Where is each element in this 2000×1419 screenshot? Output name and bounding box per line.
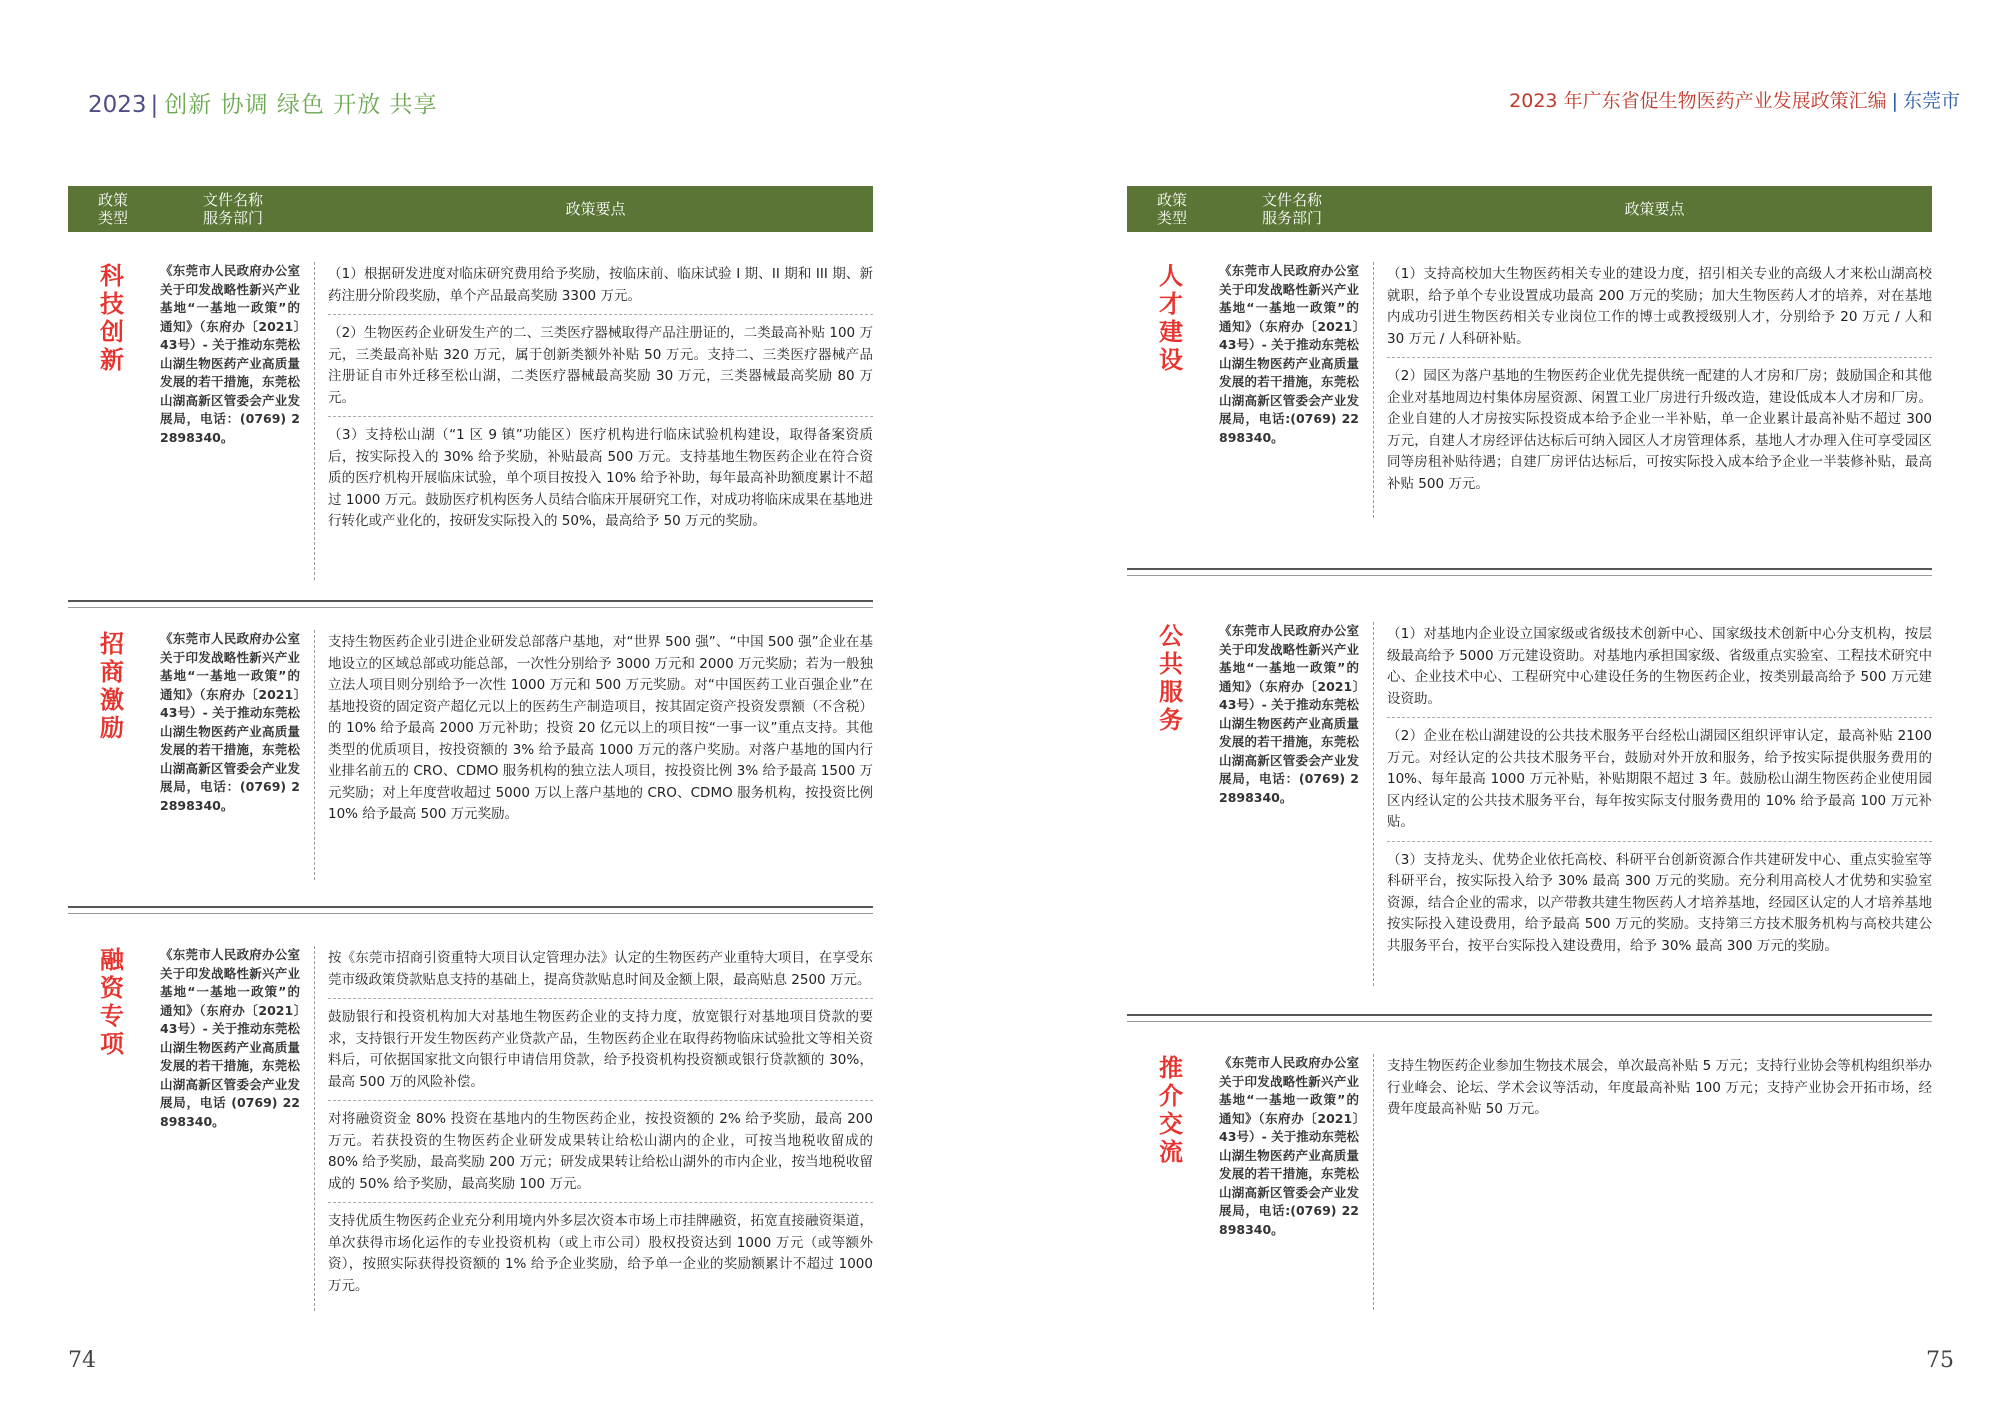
page-number: 75 [1926, 1348, 1954, 1373]
policy-point: （2）生物医药企业研发生产的二、三类医疗器械取得产品注册证的，二类最高补贴 100 万元，三类最高补贴 320 万元，属于创新类额外补贴 50 万元。支持二、三类医疗器械产品注册证自市外迁移至松山湖，二类医疗器械最高奖励 30 万元，三类器械最高奖励 80 万元。 [328, 321, 873, 417]
section-tech-innovation [68, 262, 873, 580]
page-number: 74 [68, 1348, 96, 1373]
policy-point: 支持优质生物医药企业充分利用境内外多层次资本市场上市挂牌融资，拓宽直接融资渠道，单次获得市场化运作的专业投资机构（或上市公司）股权投资达到 1000 万元（或等额外资），按照实际获得投资额的 1% 给予企业奖励，给予单一企业的奖励额累计不超过 1000 万元。 [328, 1213, 873, 1294]
section-separator [68, 906, 873, 914]
policy-point: （3）支持松山湖（“1 区 9 镇”功能区）医疗机构进行临床试验机构建设，取得备案资质后，按实际投入的 30% 给予奖励，补贴最高 500 万元。支持基地生物医药企业在符合资质的医疗机构开展临床试验，单个项目按投入 10% 给予补助，每年最高补助额度累计不超过 1000 万元。鼓励医疗机构医务人员结合临床开展研究工作，对成功将临床成果在基地进行转化或产业化的，按研发实际投入的 50%，最高给予 50 万元的奖励。 [328, 427, 873, 529]
th-document-name: 文件名称 服务部门 [1261, 191, 1322, 227]
policy-point: （1）支持高校加大生物医药相关专业的建设力度，招引相关专业的高级人才来松山湖高校就职，给予单个专业设置成功最高 200 万元的奖励；加大生物医药人才的培养，对在基地内成功引进生物医药相关专业岗位工作的博士或教授级别人才，分别给予 20 万元 / 人和 30 万元 / 人科研补贴。 [1387, 262, 1932, 358]
policy-type-label: 科 技 创 新 [100, 262, 124, 374]
column-divider [1373, 262, 1374, 518]
section-separator [1127, 1014, 1932, 1022]
section-investment-incentive [68, 630, 873, 880]
policy-type-label: 公 共 服 务 [1159, 622, 1183, 734]
th-policy-points: 政策要点 [565, 200, 626, 218]
policy-point: 支持生物医药企业引进企业研发总部落户基地，对“世界 500 强”、“中国 500 强”企业在基地设立的区域总部或功能总部，一次性分别给予 3000 万元和 2000 万元奖励；若为一般独立法人项目则分别给予一次性 1000 万元和 500 万元奖励。对“中国医药工业百强企业”在基地投资的固定资产超亿元以上的医药生产制造项目，按其固定资产投资发票额（不含税）的 10% 给予最高 2000 万元补助；投资 20 亿元以上的项目按“一事一议”重点支持。其他类型的优质项目，按投资额的 3% 给予最高 1000 万元的落户奖励。对落户基地的国内行业排名前五的 CRO、CDMO 服务机构的独立法人项目，按投资比例 3% 给予最高 1500 万元奖励；对上年度营收超过 5000 万以上落户基地的 CRO、CDMO 服务机构，按投资比例 10% 给予最高 500 万元奖励。 [328, 634, 873, 822]
document-name: 《东莞市人民政府办公室关于印发战略性新兴产业基地“一基地一政策”的通知》（东府办〔2021〕43号）- 关于推动东莞松山湖生物医药产业高质量发展的若干措施，东莞松山湖高新区管委会产业发展局，电话:(0769) 22898340。 [1219, 1055, 1359, 1237]
policy-type-label: 推 介 交 流 [1159, 1054, 1183, 1166]
document-name: 《东莞市人民政府办公室关于印发战略性新兴产业基地“一基地一政策”的通知》（东府办〔2021〕43号）- 关于推动东莞松山湖生物医药产业高质量发展的若干措施，东莞松山湖高新区管委会产业发展局，电话：(0769) 22898340。 [160, 263, 300, 445]
header-divider: | [1891, 90, 1898, 112]
policy-point: （1）对基地内企业设立国家级或省级技术创新中心、国家级技术创新中心分支机构，按层级最高给予 5000 万元建设资助。对基地内承担国家级、省级重点实验室、工程技术研究中心、企业技术中心、工程研究中心建设任务的生物医药企业，按类别最高给予 500 万元建设资助。 [1387, 622, 1932, 718]
document-name: 《东莞市人民政府办公室关于印发战略性新兴产业基地“一基地一政策”的通知》（东府办〔2021〕43号）- 关于推动东莞松山湖生物医药产业高质量发展的若干措施，东莞松山湖高新区管委会产业发展局，电话 (0769) 22898340。 [160, 947, 300, 1129]
page-header-left [88, 86, 438, 119]
header-publication: 2023 年广东省促生物医药产业发展政策汇编 [1509, 90, 1887, 112]
policy-point: （2）园区为落户基地的生物医药企业优先提供统一配建的人才房和厂房；鼓励国企和其他企业对基地周边村集体房屋资源、闲置工业厂房进行升级改造，建设低成本人才房和厂房。企业自建的人才房按实际投资成本给予企业一半补贴，单一企业累计最高补贴不超过 300 万元，自建人才房经评估达标后可纳入园区人才房管理体系，基地人才办理入住可享受园区同等房租补贴待遇；自建厂房评估达标后，可按实际投入成本给予企业一半装修补贴，最高补贴 500 万元。 [1387, 368, 1932, 492]
policy-point: （3）支持龙头、优势企业依托高校、科研平台创新资源合作共建研发中心、重点实验室等科研平台，按实际投入给予 30% 最高 300 万元的奖励。充分利用高校人才优势和实验室资源，结合企业的需求，以产带教共建生物医药人才培养基地，经园区认定的人才培养基地按实际投入建设费用，给予最高 500 万元的奖励。支持第三方技术服务机构与高校共建公共服务平台，按平台实际投入建设费用，给予 30% 最高 300 万元的奖励。 [1387, 851, 1932, 954]
section-public-service [1127, 622, 1932, 986]
policy-point: （2）企业在松山湖建设的公共技术服务平台经松山湖园区组织评审认定，最高补贴 2100 万元。对经认定的公共技术服务平台，鼓励对外开放和服务，给予按实际提供服务费用的 10%、每年最高 1000 万元补贴，补贴期限不超过 3 年。鼓励松山湖生物医药企业使用园区内经认定的公共技术服务平台，每年按实际支付服务费用的 10% 给予最高 100 万元补贴。 [1387, 724, 1932, 842]
column-divider [314, 630, 315, 880]
policy-type-label: 人 才 建 设 [1159, 262, 1183, 374]
header-year: 2023 [88, 92, 147, 118]
section-separator [68, 600, 873, 608]
th-policy-type: 政策 类型 [97, 191, 128, 227]
section-promotion-exchange [1127, 1054, 1932, 1310]
section-separator [1127, 568, 1932, 576]
policy-points [328, 630, 873, 839]
th-policy-type: 政策 类型 [1156, 191, 1187, 227]
page-header-right [1509, 86, 1960, 113]
column-divider [314, 946, 315, 1311]
document-name: 《东莞市人民政府办公室关于印发战略性新兴产业基地“一基地一政策”的通知》（东府办〔2021〕43号）- 关于推动东莞松山湖生物医药产业高质量发展的若干措施，东莞松山湖高新区管委会产业发展局，电话:(0769) 22898340。 [1219, 263, 1359, 445]
column-divider [314, 262, 315, 580]
header-city: 东莞市 [1902, 90, 1960, 112]
document-name: 《东莞市人民政府办公室关于印发战略性新兴产业基地“一基地一政策”的通知》（东府办〔2021〕43号）- 关于推动东莞松山湖生物医药产业高质量发展的若干措施，东莞松山湖高新区管委会产业发展局，电话：(0769) 22898340。 [160, 631, 300, 813]
table-header [1127, 186, 1932, 232]
header-divider: | [150, 92, 159, 118]
section-talent [1127, 262, 1932, 518]
th-document-name: 文件名称 服务部门 [202, 191, 263, 227]
policy-point: 对将融资资金 80% 投资在基地内的生物医药企业，按投资额的 2% 给予奖励，最高 200 万元。若获投资的生物医药企业研发成果转让给松山湖内的企业，可按当地税收留成的 80% 给予奖励，最高奖励 200 万元；研发成果转让给松山湖外的市内企业，按当地税收留成的 50% 给予奖励，最高奖励 100 万元。 [328, 1107, 873, 1203]
column-divider [1373, 1054, 1374, 1310]
policy-points [328, 262, 873, 546]
column-divider [1373, 622, 1374, 986]
policy-point: 支持生物医药企业参加生物技术展会，单次最高补贴 5 万元；支持行业协会等机构组织举办行业峰会、论坛、学术会议等活动，年度最高补贴 100 万元；支持产业协会开拓市场，经费年度最高补贴 50 万元。 [1387, 1058, 1932, 1117]
section-financing [68, 946, 873, 1311]
policy-points [1387, 622, 1932, 970]
policy-points [1387, 262, 1932, 508]
policy-point: 按《东莞市招商引资重特大项目认定管理办法》认定的生物医药产业重特大项目，在享受东莞市级政策贷款贴息支持的基础上，提高贷款贴息时间及金额上限，最高贴息 2500 万元。 [328, 946, 873, 999]
header-slogan: 创新 协调 绿色 开放 共享 [164, 92, 438, 118]
right-page [1000, 0, 2000, 1419]
table-header [68, 186, 873, 232]
policy-point: 鼓励银行和投资机构加大对基地生物医药企业的支持力度，放宽银行对基地项目贷款的要求，支持银行开发生物医药产业贷款产品，生物医药企业在取得药物临床试验批文等相关资料后，可依据国家批文向银行申请信用贷款，给予投资机构投资额或银行贷款额的 30%，最高 500 万的风险补偿。 [328, 1005, 873, 1101]
th-policy-points: 政策要点 [1624, 200, 1685, 218]
policy-type-label: 招 商 激 励 [100, 630, 124, 742]
policy-point: （1）根据研发进度对临床研究费用给予奖励，按临床前、临床试验 I 期、II 期和 III 期、新药注册分阶段奖励，单个产品最高奖励 3300 万元。 [328, 262, 873, 315]
policy-points [1387, 1054, 1932, 1134]
policy-type-label: 融 资 专 项 [100, 946, 124, 1058]
document-name: 《东莞市人民政府办公室关于印发战略性新兴产业基地“一基地一政策”的通知》（东府办〔2021〕43号）- 关于推动东莞松山湖生物医药产业高质量发展的若干措施，东莞松山湖高新区管委会产业发展局，电话：(0769) 22898340。 [1219, 623, 1359, 805]
policy-points [328, 946, 873, 1310]
